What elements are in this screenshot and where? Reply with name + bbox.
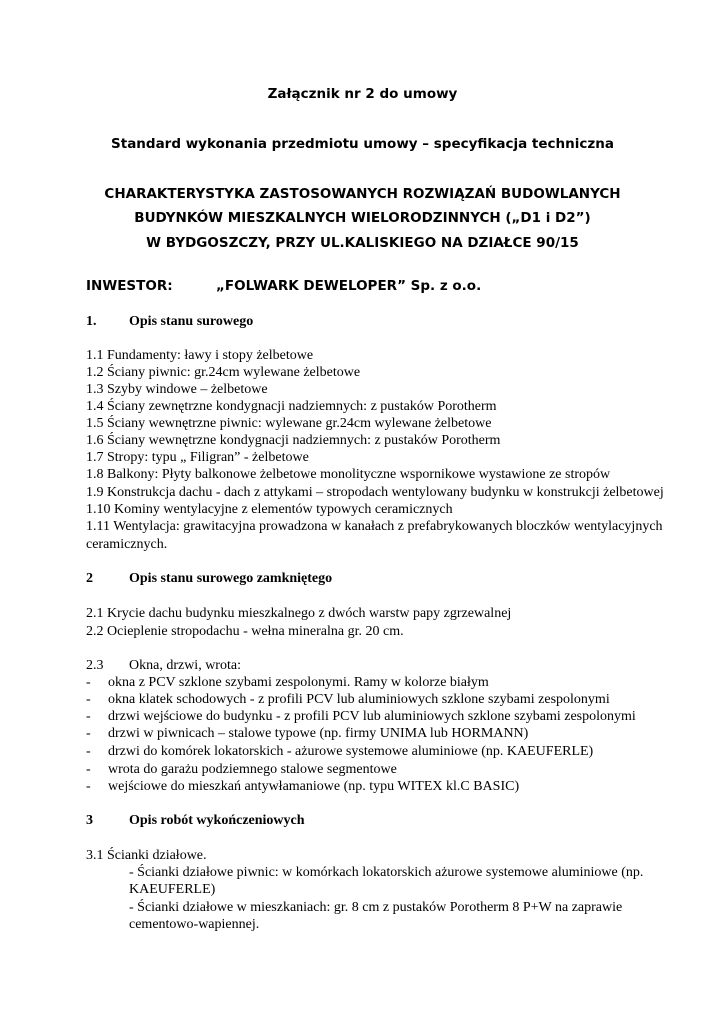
bullet-item: drzwi wejściowe do budynku - z profili PCV lub aluminiowych szklone szybami zespolonymi [108, 709, 636, 724]
indented-line: cementowo-wapiennej. [129, 917, 260, 932]
section-number: 3 [86, 813, 93, 828]
title-line-1: CHARAKTERYSTYKA ZASTOSOWANYCH ROZWIĄZAŃ BUDOWLANYCH [104, 186, 621, 202]
list-item: 3.1 Ścianki działowe. [86, 848, 207, 863]
list-item: 1.1 Fundamenty: ławy i stopy żelbetowe [86, 348, 314, 363]
list-item: 1.7 Stropy: typu „ Filigran” - żelbetowe [86, 450, 309, 465]
list-item: 1.3 Szyby windowe – żelbetowe [86, 382, 268, 397]
title-line-3: W BYDGOSZCZY, PRZY UL.KALISKIEGO NA DZIAŁCE 90/15 [146, 235, 579, 251]
list-item: ceramicznych. [86, 537, 168, 552]
bullet-item: okna klatek schodowych - z profili PCV lub aluminiowych szklone szybami zespolonymi [108, 692, 610, 707]
title-line-2: BUDYNKÓW MIESZKALNYCH WIELORODZINNYCH („D1 i D2”) [134, 210, 591, 226]
list-item: 1.10 Kominy wentylacyjne z elementów typowych ceramicznych [86, 502, 453, 517]
subsection-title: Okna, drzwi, wrota: [129, 658, 241, 673]
bullet-item: drzwi do komórek lokatorskich - ażurowe systemowe aluminiowe (np. KAEUFERLE) [108, 744, 594, 759]
section-number: 1. [86, 314, 97, 329]
indented-line: - Ścianki działowe piwnic: w komórkach lokatorskich ażurowe systemowe aluminiowe (np. [129, 865, 644, 880]
section-title: Opis robót wykończeniowych [129, 813, 305, 828]
bullet-item: wejściowe do mieszkań antywłamaniowe (np. typu WITEX kl.C BASIC) [108, 779, 520, 794]
bullet-dash: - [86, 726, 91, 741]
bullet-dash: - [86, 779, 91, 794]
investor-name: „FOLWARK DEWELOPER” Sp. z o.o. [216, 278, 482, 294]
list-item: 1.9 Konstrukcja dachu - dach z attykami – stropodach wentylowany budynku w konstrukcji żelbetowej [86, 485, 664, 500]
bullet-item: okna z PCV szklone szybami zespolonymi. Ramy w kolorze białym [108, 675, 489, 690]
section-title: Opis stanu surowego [129, 314, 254, 329]
list-item: 1.4 Ściany zewnętrzne kondygnacji nadziemnych: z pustaków Porotherm [86, 399, 497, 414]
bullet-item: wrota do garażu podziemnego stalowe segmentowe [108, 762, 397, 777]
subsection-number: 2.3 [86, 658, 104, 673]
indented-line: - Ścianki działowe w mieszkaniach: gr. 8 cm z pustaków Porotherm 8 P+W na zaprawie [129, 900, 623, 915]
list-item: 1.11 Wentylacja: grawitacyjna prowadzona w kanałach z prefabrykowanych bloczków wentylacyjnych [86, 519, 663, 534]
bullet-dash: - [86, 744, 91, 759]
section-title: Opis stanu surowego zamkniętego [129, 571, 333, 586]
annex-heading: Załącznik nr 2 do umowy [267, 86, 458, 102]
bullet-item: drzwi w piwnicach – stalowe typowe (np. firmy UNIMA lub HORMANN) [108, 726, 529, 741]
bullet-dash: - [86, 675, 91, 690]
indented-line: KAEUFERLE) [129, 882, 216, 897]
bullet-dash: - [86, 762, 91, 777]
bullet-dash: - [86, 692, 91, 707]
list-item: 2.1 Krycie dachu budynku mieszkalnego z dwóch warstw papy zgrzewalnej [86, 606, 512, 621]
list-item: 2.2 Ocieplenie stropodachu - wełna mineralna gr. 20 cm. [86, 624, 404, 639]
investor-label: INWESTOR: [86, 278, 173, 294]
list-item: 1.5 Ściany wewnętrzne piwnic: wylewane gr.24cm wylewane żelbetowe [86, 416, 492, 431]
list-item: 1.2 Ściany piwnic: gr.24cm wylewane żelbetowe [86, 365, 361, 380]
list-item: 1.8 Balkony: Płyty balkonowe żelbetowe monolityczne wspornikowe wystawione ze stropów [86, 467, 611, 482]
section-number: 2 [86, 571, 93, 586]
bullet-dash: - [86, 709, 91, 724]
list-item: 1.6 Ściany wewnętrzne kondygnacji nadziemnych: z pustaków Porotherm [86, 433, 501, 448]
document-subtitle: Standard wykonania przedmiotu umowy – specyfikacja techniczna [111, 136, 614, 152]
